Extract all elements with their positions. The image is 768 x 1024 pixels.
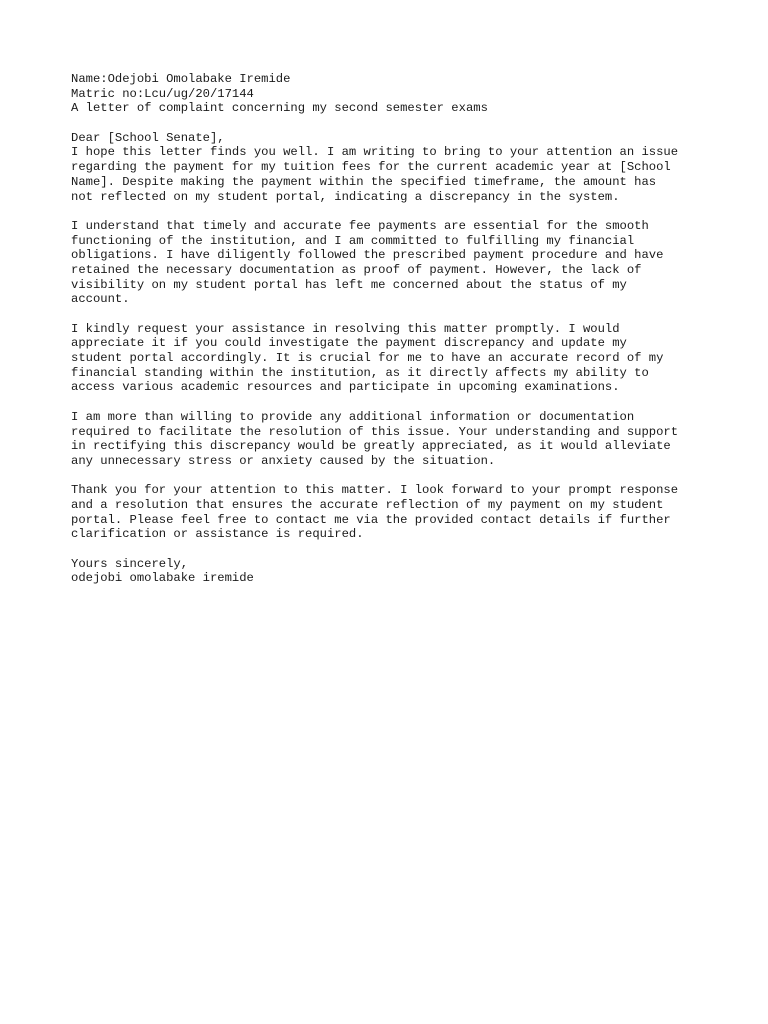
paragraph [71, 410, 711, 469]
paragraph-line: Name]. Despite making the payment within the specified timeframe, the amount has [71, 174, 657, 189]
blank-line [71, 307, 711, 322]
subject-line: A letter of complaint concerning my second semester exams [71, 101, 488, 116]
paragraph-line: any unnecessary stress or anxiety caused by the situation. [71, 453, 496, 468]
paragraph-line: retained the necessary documentation as proof of payment. However, the lack of [71, 262, 642, 277]
paragraph-line: I understand that timely and accurate fee payments are essential for the smooth [71, 218, 649, 233]
paragraph-line: Thank you for your attention to this matter. I look forward to your prompt response [71, 483, 679, 498]
paragraph-line: regarding the payment for my tuition fees for the current academic year at [School [71, 160, 671, 175]
paragraph-line: not reflected on my student portal, indicating a discrepancy in the system. [71, 189, 620, 204]
paragraph-line: visibility on my student portal has left me concerned about the status of my [71, 277, 627, 292]
paragraph-line: portal. Please feel free to contact me via the provided contact details if further [71, 512, 671, 527]
paragraph-line: student portal accordingly. It is crucial for me to have an accurate record of my [71, 351, 664, 366]
paragraph-line: appreciate it if you could investigate the payment discrepancy and update my [71, 336, 627, 351]
salutation: Dear [School Senate], [71, 130, 225, 145]
letter-body [71, 72, 711, 586]
signature: odejobi omolabake iremide [71, 571, 254, 586]
paragraph-line: I hope this letter finds you well. I am writing to bring to your attention an issue [71, 145, 679, 160]
blank-line [71, 469, 711, 484]
paragraph-line: financial standing within the institution, as it directly affects my ability to [71, 365, 649, 380]
paragraph-line: clarification or assistance is required. [71, 527, 364, 542]
closing: Yours sincerely, [71, 556, 189, 571]
blank-line [71, 395, 711, 410]
blank-line [71, 542, 711, 557]
letter-header [71, 72, 711, 116]
blank-line [71, 116, 711, 131]
paragraph-line: functioning of the institution, and I am committed to fulfilling my financial [71, 233, 635, 248]
paragraph-line: obligations. I have diligently followed the prescribed payment procedure and have [71, 248, 664, 263]
paragraph-line: I am more than willing to provide any additional information or documentation [71, 409, 635, 424]
paragraph-line: required to facilitate the resolution of this issue. Your understanding and support [71, 424, 679, 439]
paragraph-line: I kindly request your assistance in resolving this matter promptly. I would [71, 321, 620, 336]
paragraph-line: account. [71, 292, 130, 307]
paragraph [71, 322, 711, 395]
blank-line [71, 204, 711, 219]
paragraph-line: in rectifying this discrepancy would be greatly appreciated, as it would alleviate [71, 439, 671, 454]
matric-line: Matric no:Lcu/ug/20/17144 [71, 86, 254, 101]
paragraph [71, 219, 711, 307]
name-line: Name:Odejobi Omolabake Iremide [71, 72, 291, 86]
paragraph [71, 145, 711, 204]
paragraph-line: access various academic resources and participate in upcoming examinations. [71, 380, 620, 395]
paragraph-line: and a resolution that ensures the accurate reflection of my payment on my student [71, 497, 664, 512]
paragraph [71, 483, 711, 542]
